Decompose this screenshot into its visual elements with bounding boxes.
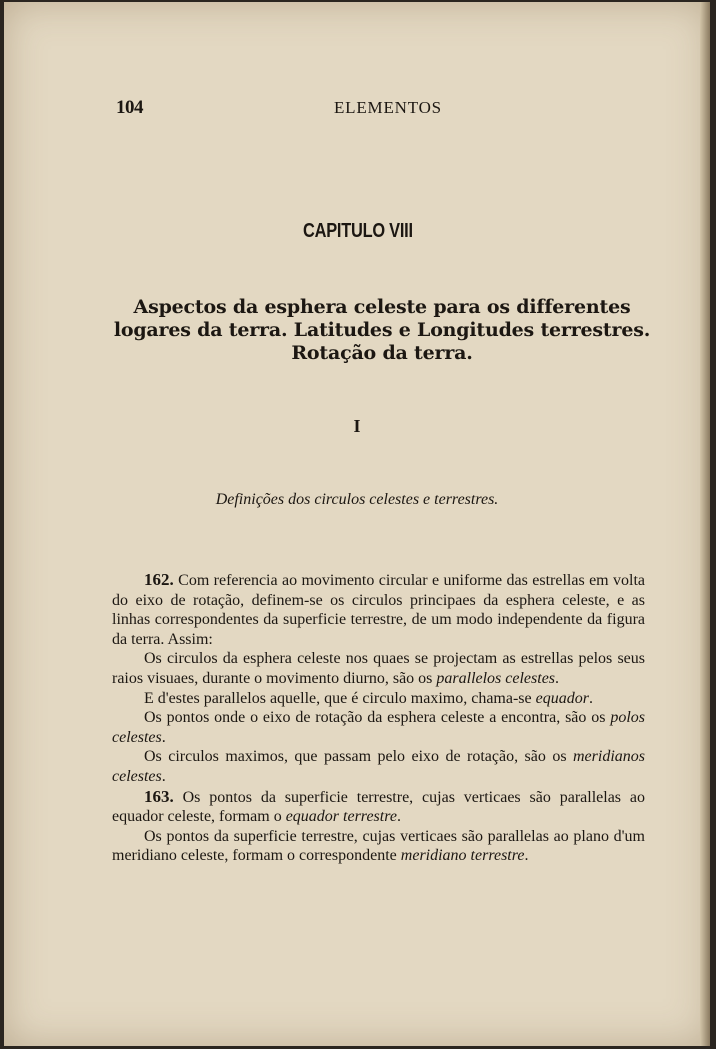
paragraph-polos: [112, 708, 645, 747]
paragraph-end: .: [161, 728, 166, 746]
paragraph-equador: [112, 689, 645, 709]
book-page: [4, 2, 710, 1046]
paragraph-number: 163.: [144, 786, 174, 806]
body-text: [112, 570, 645, 866]
paragraph-end: .: [396, 808, 401, 826]
paragraph-meridianos: [112, 747, 645, 786]
paragraph-162: [112, 570, 645, 649]
defined-term: polos celestes: [112, 709, 645, 746]
paragraph-text: Os circulos maximos, que passam pelo eixo de rotação, são os: [144, 748, 573, 766]
section-title: Aspectos da esphera celeste para os differentes logares da terra. Latitudes e Longitudes terrestres. Rotação da terra.: [113, 296, 651, 364]
defined-term: meridiano terrestre: [400, 847, 525, 865]
paragraph-text: Os circulos da esphera celeste nos quaes se projectam as estrellas pelos seus raios visuaes, durante o movimento diurno, são os: [112, 650, 645, 687]
paragraph-text: Os pontos da superficie terrestre, cujas verticaes são parallelas ao plano d'um meridiano celeste, formam o correspondente: [112, 827, 645, 865]
page-spine-shadow: [700, 2, 710, 1046]
page-header: [4, 97, 710, 121]
paragraph-end: .: [555, 669, 560, 687]
paragraph-end: .: [524, 847, 529, 865]
defined-term: parallelos celestes: [436, 669, 556, 687]
paragraph-meridiano-terrestre: [112, 827, 645, 866]
paragraph-end: .: [161, 767, 166, 785]
paragraph-text: Com referencia ao movimento circular e uniforme das estrellas em volta do eixo de rotação, definem-se os circulos principaes da esphera celeste, e as linhas correspondentes da superficie terrestre, de um modo independente da figura da terra. Assim:: [112, 572, 646, 648]
running-head: ELEMENTOS: [334, 98, 442, 117]
defined-term: equador terrestre: [285, 808, 397, 826]
chapter-title: CAPITULO VIII: [302, 220, 413, 242]
paragraph-163: [112, 787, 645, 827]
defined-term: equador: [535, 689, 589, 707]
paragraph-text: Os pontos onde o eixo de rotação da esphera celeste a encontra, são os: [144, 709, 611, 727]
paragraph-text: Os pontos da superficie terrestre, cujas verticaes são parallelas ao equador celeste, formam o: [112, 788, 645, 826]
paragraph-parallelos: [112, 649, 645, 688]
paragraph-end: .: [588, 689, 593, 707]
paragraph-number: 162.: [144, 570, 174, 589]
part-number: I: [353, 416, 361, 436]
subsection-title: Definições dos circulos celestes e terrestres.: [215, 491, 499, 508]
defined-term: meridianos celestes: [112, 748, 645, 785]
paragraph-text: E d'estes parallelos aquelle, que é circulo maximo, chama-se: [144, 689, 536, 707]
page-number: 104: [116, 97, 143, 118]
